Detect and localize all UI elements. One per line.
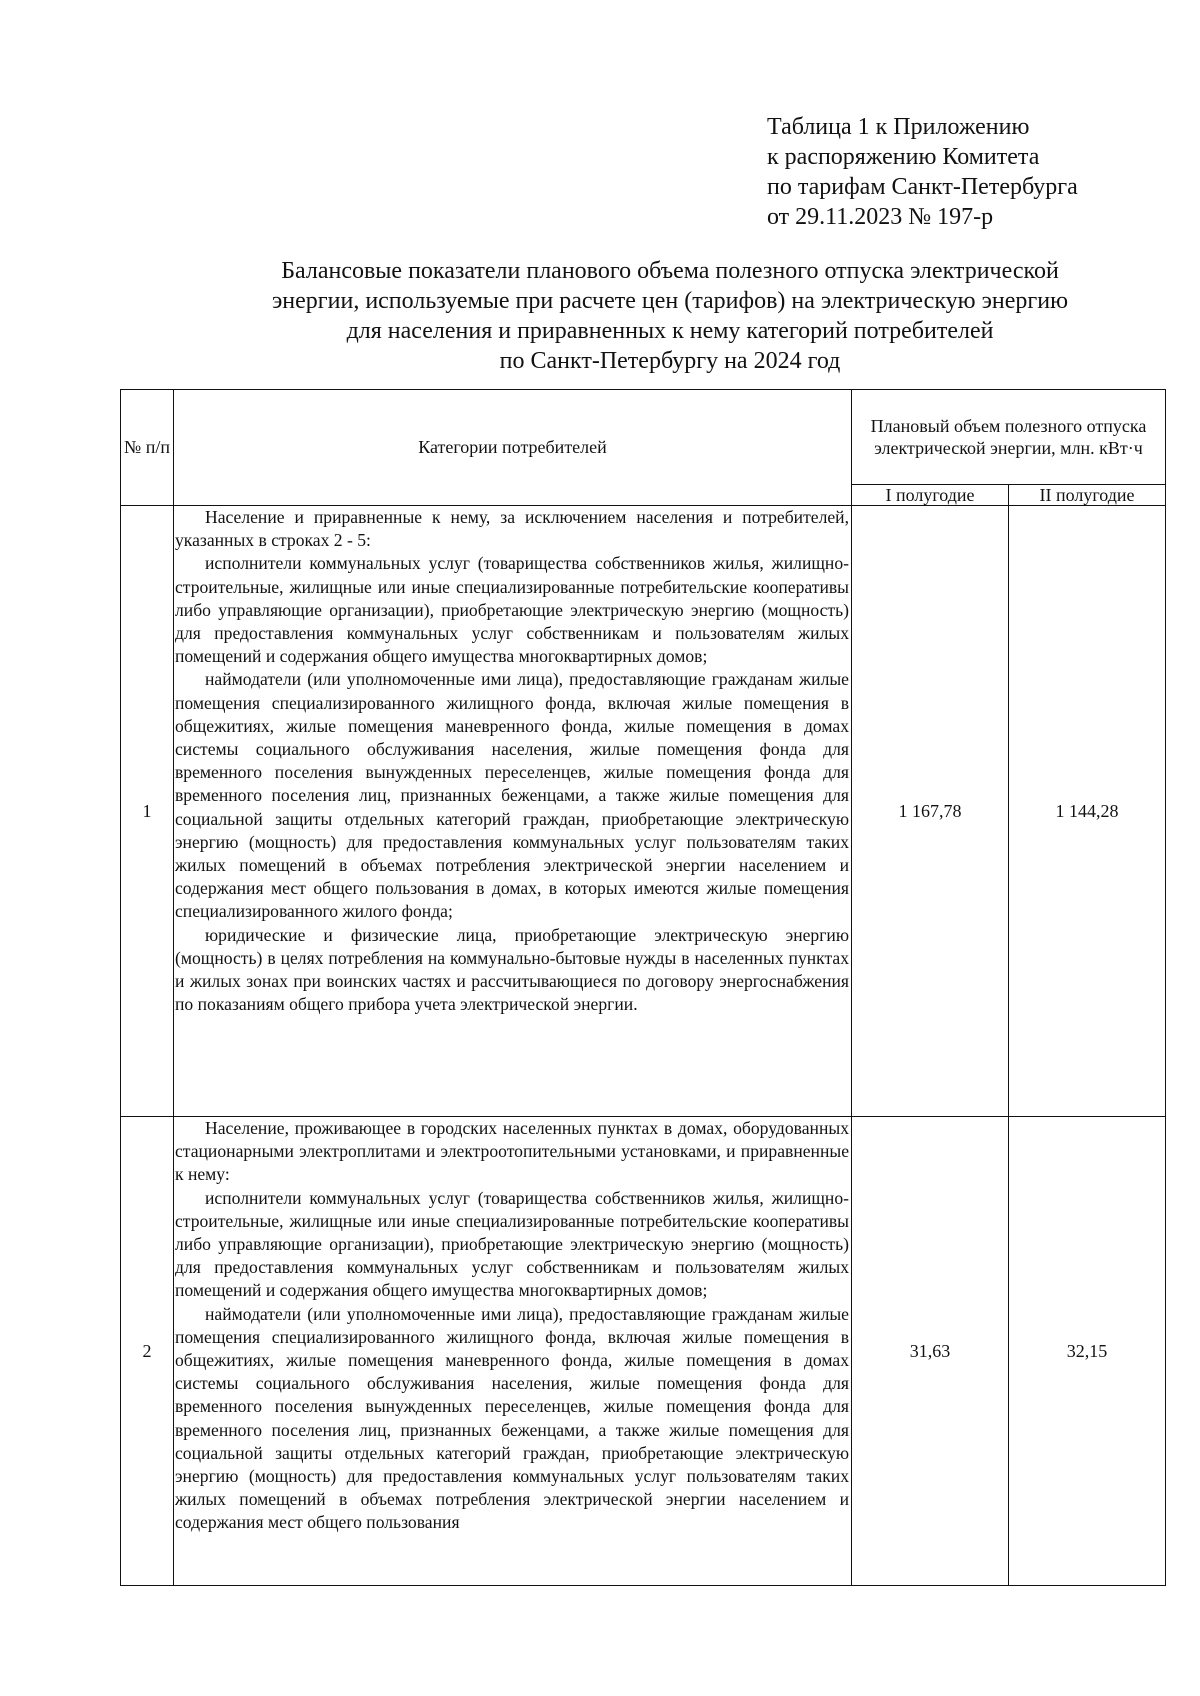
value-second-half: 1 144,28 [1009,506,1166,1117]
category-paragraph: исполнители коммунальных услуг (товарищества собственников жилья, жилищно-строительные, жилищные или иные специализированные потребительские кооперативы либо управляющие организации), приобретающие электрическую энергию (мощность) для предоставления коммунальных услуг собственникам и пользователям жилых помещений и содержания общего имущества многоквартирных домов; [175,553,849,667]
row-number: 2 [121,1117,174,1586]
table-row [121,1117,1166,1586]
category-paragraph: Население и приравненные к нему, за исключением населения и потребителей, указанных в строках 2 - 5: [175,507,849,551]
value-first-half: 31,63 [852,1117,1009,1586]
header-first-half: I полугодие [852,485,1009,506]
document-title-line: энергии, используемые при расчете цен (тарифов) на электрическую энергию [271,288,1068,314]
appendix-header-line: Таблица 1 к Приложению [767,114,1030,140]
category-paragraph: исполнители коммунальных услуг (товарищества собственников жилья, жилищно-строительные, жилищные или иные специализированные потребительские кооперативы либо управляющие организации), приобретающие электрическую энергию (мощность) для предоставления коммунальных услуг собственникам и пользователям жилых помещений и содержания общего имущества многоквартирных домов; [175,1187,849,1301]
row-number: 1 [121,506,174,1117]
value-first-half: 1 167,78 [852,506,1009,1117]
header-category: Категории потребителей [174,390,852,506]
category-paragraph: Население, проживающее в городских населенных пунктах в домах, оборудованных стационарными электроплитами и электроотопительными установками, и приравненные к нему: [175,1118,849,1185]
category-paragraph: юридические и физические лица, приобретающие электрическую энергию (мощность) в целях потребления на коммунально-бытовые нужды в населенных пунктах и жилых зонах при воинских частях и рассчитывающиеся по договору энергоснабжения по показаниям общего прибора учета электрической энергии. [175,924,849,1015]
header-second-half: II полугодие [1009,485,1166,506]
category-paragraph: наймодатели (или уполномоченные ими лица), предоставляющие гражданам жилые помещения специализированного жилищного фонда, включая жилые помещения в общежитиях, жилые помещения маневренного фонда, жилые помещения в домах системы социального обслуживания населения, жилые помещения фонда для временного поселения вынужденных переселенцев, жилые помещения фонда для временного поселения лиц, признанных беженцами, а также жилые помещения для социальной защиты отдельных категорий граждан, приобретающие электрическую энергию (мощность) для предоставления коммунальных услуг пользователям таких жилых помещений в объемах потребления электрической энергии населением и содержания мест общего пользования [175,1303,849,1533]
document-title-line: по Санкт-Петербургу на 2024 год [499,348,841,374]
row-category [174,1117,852,1586]
appendix-header-line: по тарифам Санкт-Петербурга [767,174,1078,200]
header-row-number: № п/п [121,390,174,506]
category-paragraph: наймодатели (или уполномоченные ими лица), предоставляющие гражданам жилые помещения специализированного жилищного фонда, включая жилые помещения в общежитиях, жилые помещения маневренного фонда, жилые помещения в домах системы социального обслуживания населения, жилые помещения фонда для временного поселения вынужденных переселенцев, жилые помещения фонда для временного поселения лиц, признанных беженцами, а также жилые помещения для социальной защиты отдельных категорий граждан, приобретающие электрическую энергию (мощность) для предоставления коммунальных услуг пользователям таких жилых помещений в объемах потребления электрической энергии населением и содержания мест общего пользования в домах, в которых имеются жилые помещения специализированного жилого фонда; [175,669,849,922]
consumption-table [120,389,1166,1586]
table-header-row [121,390,1166,485]
row-category [174,506,852,1117]
appendix-header-line: от 29.11.2023 № 197-р [767,204,994,230]
appendix-header-line: к распоряжению Комитета [767,144,1040,170]
table-row [121,506,1166,1117]
document-title-line: Балансовые показатели планового объема полезного отпуска электрической [281,258,1059,284]
document-title [120,256,1200,376]
appendix-header [767,112,1187,232]
header-planned-volume: Плановый объем полезного отпуска электрической энергии, млн. кВт·ч [852,390,1166,485]
value-second-half: 32,15 [1009,1117,1166,1586]
document-title-line: для населения и приравненных к нему категорий потребителей [346,318,994,344]
